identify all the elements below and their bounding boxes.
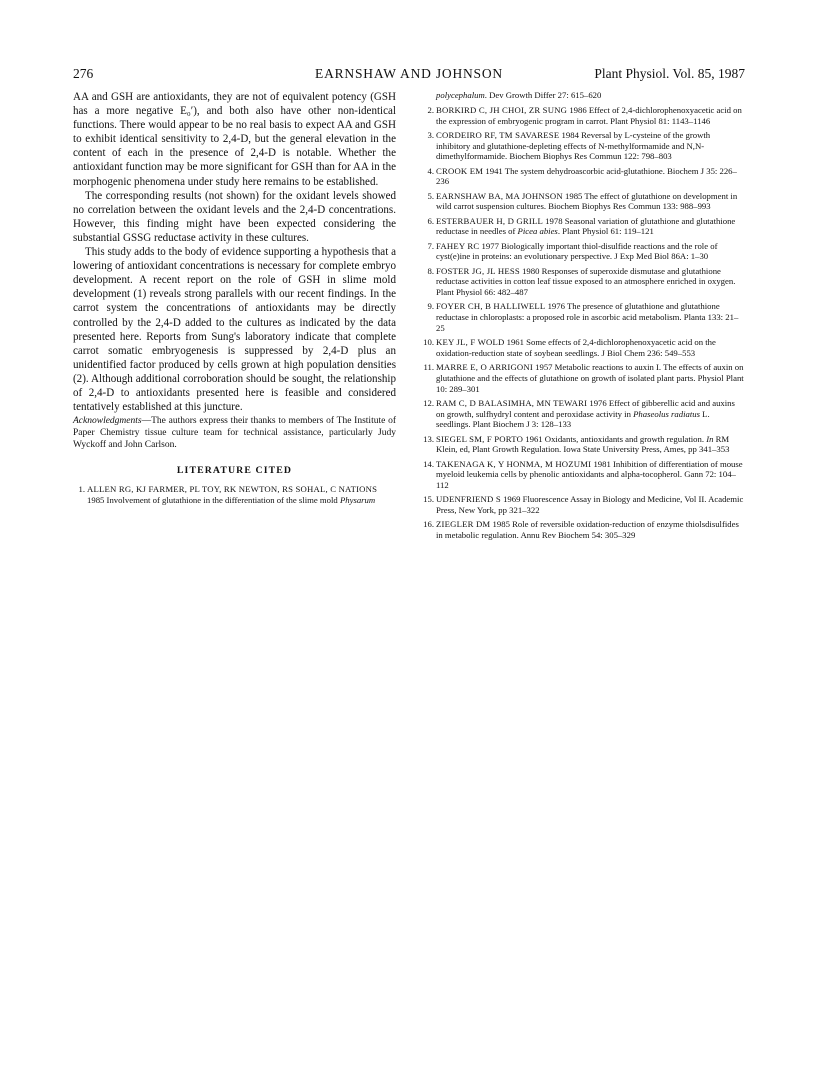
reference-number: 9. xyxy=(427,301,434,312)
reference-text: 1978 Seasonal variation of glutathione and glutathione reductase in needles of xyxy=(436,215,736,237)
acknowledgments-text: —The authors express their thanks to members of The Institute of Paper Chemistry tissue culture team for technical assistance, particularly Judy Wyckoff and John Carlson. xyxy=(73,416,396,450)
reference-item xyxy=(422,434,745,456)
reference-item xyxy=(422,494,745,516)
reference-item xyxy=(422,241,745,263)
left-column xyxy=(73,90,396,509)
reference-authors: CROOK EM xyxy=(436,165,484,176)
reference-italic: Phaseolus radiatus xyxy=(633,408,700,419)
reference-number: 11. xyxy=(423,362,434,372)
reference-authors: FOSTER JG, JL HESS xyxy=(436,265,520,276)
reference-item xyxy=(422,166,745,188)
reference-number: 5. xyxy=(427,190,434,201)
acknowledgments-label: Acknowledgments xyxy=(73,416,142,427)
reference-authors: TAKENAGA K, Y HONMA, M HOZUMI xyxy=(436,458,592,469)
reference-italic: Physarum xyxy=(339,494,376,505)
reference-text: 1977 Biologically important thiol-disulfide reactions and the role of cyst(e)ine in proteins: an evolutionary perspective. J Exp Med Biol 86A: 1–30 xyxy=(436,240,718,262)
reference-authors: MARRE E, O ARRIGONI xyxy=(436,362,533,372)
reference-authors: ESTERBAUER H, D GRILL xyxy=(436,215,543,226)
reference-item xyxy=(422,301,745,333)
reference-number: 1. xyxy=(78,483,85,494)
reference-text: 1969 Fluorescence Assay in Biology and Medicine, Vol II. Academic Press, New York, pp 321–322 xyxy=(436,494,744,515)
reference-text: 1985 Role of reversible oxidation-reduction of enzyme thiolsdisulfides in metabolic regulation. Annu Rev Biochem 54: 305–329 xyxy=(436,519,739,540)
reference-item xyxy=(422,266,745,298)
reference-authors: EARNSHAW BA, MA JOHNSON xyxy=(436,190,563,201)
reference-text: 1986 Effect of 2,4-dichlorophenoxyacetic acid on the expression of embryogenic program in carrot. Plant Physiol 81: 1143–1146 xyxy=(436,104,742,126)
reference-text: 1957 Metabolic reactions to auxin I. The effects of auxin on glutathione and the effects of glutathione on growth of isolated plant parts. Physiol Plant 10: 289–301 xyxy=(436,362,744,394)
ref1-continuation-text: . Dev Growth Differ 27: 615–620 xyxy=(484,90,602,100)
reference-number: 8. xyxy=(427,265,434,276)
reference-item xyxy=(422,191,745,213)
reference-item xyxy=(73,484,396,506)
literature-cited-heading: LITERATURE CITED xyxy=(176,464,293,476)
running-title: EARNSHAW AND JOHNSON xyxy=(315,66,503,81)
reference-authors: CORDEIRO RF, TM SAVARESE xyxy=(436,129,560,140)
reference-authors: ALLEN RG, KJ FARMER, PL TOY, RK NEWTON, RS SOHAL, C NATIONS xyxy=(87,483,378,494)
reference-text: 1976 The presence of glutathione and glutathione reductase in chloroplasts: a proposed role in ascorbic acid metabolism. Planta 133: 21–25 xyxy=(436,301,739,333)
reference-italic: Picea abies xyxy=(517,226,558,237)
reference-text: 1961 Oxidants, antioxidants and growth regulation. xyxy=(523,433,707,444)
reference-number: 14. xyxy=(423,458,434,469)
reference-list-right xyxy=(422,105,745,541)
reference-authors: KEY JL, F WOLD xyxy=(436,337,505,347)
reference-text: 1980 Responses of superoxide dismutase and glutathione reductase activities in cotton leaf tissue exposed to an atmosphere enriched in oxygen. Plant Physiol 66: 482–487 xyxy=(436,265,736,297)
ref1-continuation-italic: polycephalum xyxy=(436,90,485,100)
body-paragraph-1: AA and GSH are antioxidants, they are not of equivalent potency (GSH has a more negative E₀′), and both also have other non-identical functions. There would appear to be no real basis to expect AA and GSH to exhibit identical sensitivity to 2,4-D, but the general elevation in the content of each in the presence of 2,4-D is notable. Whether the antioxidant function may be more significant for GSH than for AA in the morphogenic phenomena under study here remains to be established. xyxy=(73,91,396,188)
journal-citation: Plant Physiol. Vol. 85, 1987 xyxy=(594,66,745,81)
reference-item xyxy=(422,337,745,359)
body-paragraph-2: The corresponding results (not shown) for the oxidant levels showed no correlation between the oxidant levels and the 2,4-D concentrations. However, this finding might have been expected considering the substantial GSSG reductase activity in these cultures. xyxy=(73,189,396,244)
page-number: 276 xyxy=(73,66,94,81)
body-paragraph-3: This study adds to the body of evidence supporting a hypothesis that a lowering of antioxidant concentrations is necessary for complete embryo development. A recent report on the role of GSH in slime mold development (1) reveals strong parallels with our recent findings. In the carrot system the concentrations of antioxidants may be directly controlled by the 2,4-D added to the cultures as indicated by the data presented here. Reports from Sung's laboratory indicate that complete carrot somatic embryogenesis is suppressed by 2,4-D plus an unidentified factor produced by cells grown at high population densities (2). Although additional corroboration should be sought, the relationship of 2,4-D to antioxidants presented here is feasible and considered tentatively established at this juncture. xyxy=(73,246,396,414)
reference-text: 1976 Effect of gibberellic acid and auxins on growth, sulfhydryl content and peroxidase activity in xyxy=(436,397,735,419)
reference-number: 15. xyxy=(423,494,434,505)
reference-italic: In xyxy=(706,433,714,444)
reference-authors: FOYER CH, B HALLIWELL xyxy=(436,301,546,312)
reference-authors: RAM C, D BALASIMHA, MN TEWARI xyxy=(436,397,588,408)
reference-text: 1985 The effect of glutathione on development in wild carrot suspension cultures. Biochem Biophys Res Commun 133: 988–993 xyxy=(436,190,738,212)
reference-number: 6. xyxy=(427,215,434,226)
reference-text: 1941 The system dehydroascorbic acid-glutathione. Biochem J 35: 226–236 xyxy=(436,165,737,187)
reference-item xyxy=(422,362,745,394)
reference-authors: FAHEY RC xyxy=(436,240,480,251)
reference-text: 1981 Inhibition of differentiation of mouse myeloid leukemia cells by phenolic antioxidants and alpha-tocopherol. Gann 72: 104–112 xyxy=(436,458,743,490)
reference-text: 1961 Some effects of 2,4-dichlorophenoxyacetic acid on the oxidation-reduction state of soybean seedlings. J Biol Chem 236: 549–553 xyxy=(436,337,716,358)
acknowledgments xyxy=(73,416,396,452)
reference-number: 4. xyxy=(427,165,434,176)
reference-number: 16. xyxy=(423,519,434,530)
reference-item xyxy=(422,216,745,238)
reference-item xyxy=(422,398,745,430)
reference-authors: ZIEGLER DM xyxy=(436,519,491,530)
reference-text: 1985 Involvement of glutathione in the differentiation of the slime mold xyxy=(87,494,340,505)
reference-number: 3. xyxy=(427,129,434,140)
reference-number: 7. xyxy=(427,240,434,251)
reference-number: 12. xyxy=(423,397,434,408)
reference-authors: UDENFRIEND S xyxy=(436,494,501,505)
reference-item xyxy=(422,105,745,127)
reference-number: 10. xyxy=(423,337,434,347)
reference-item xyxy=(422,459,745,491)
right-column xyxy=(422,90,745,544)
reference-number: 13. xyxy=(423,433,434,444)
reference-number: 2. xyxy=(427,104,434,115)
reference-authors: BORKIRD C, JH CHOI, ZR SUNG xyxy=(436,104,568,115)
reference-authors: SIEGEL SM, F PORTO xyxy=(436,433,524,444)
reference-text: 1984 Reversal by L-cysteine of the growth inhibitory and glutathione-depleting effects of N-methylformamide and N,N-dimethylformamide. Biochem Biophys Res Commun 122: 798–803 xyxy=(436,129,711,162)
reference-item xyxy=(422,519,745,541)
reference-text-after: . Plant Physiol 61: 119–121 xyxy=(557,226,654,237)
reference-1-continuation xyxy=(436,90,745,101)
reference-text-after: RM Klein, ed, Plant Growth Regulation. Iowa State University Press, Ames, pp 341–353 xyxy=(436,433,730,455)
page-header xyxy=(73,66,745,84)
reference-list-left xyxy=(73,484,396,506)
reference-item xyxy=(422,130,745,162)
reference-text-after: L. seedlings. Plant Biochem J 3: 128–133 xyxy=(436,408,710,430)
